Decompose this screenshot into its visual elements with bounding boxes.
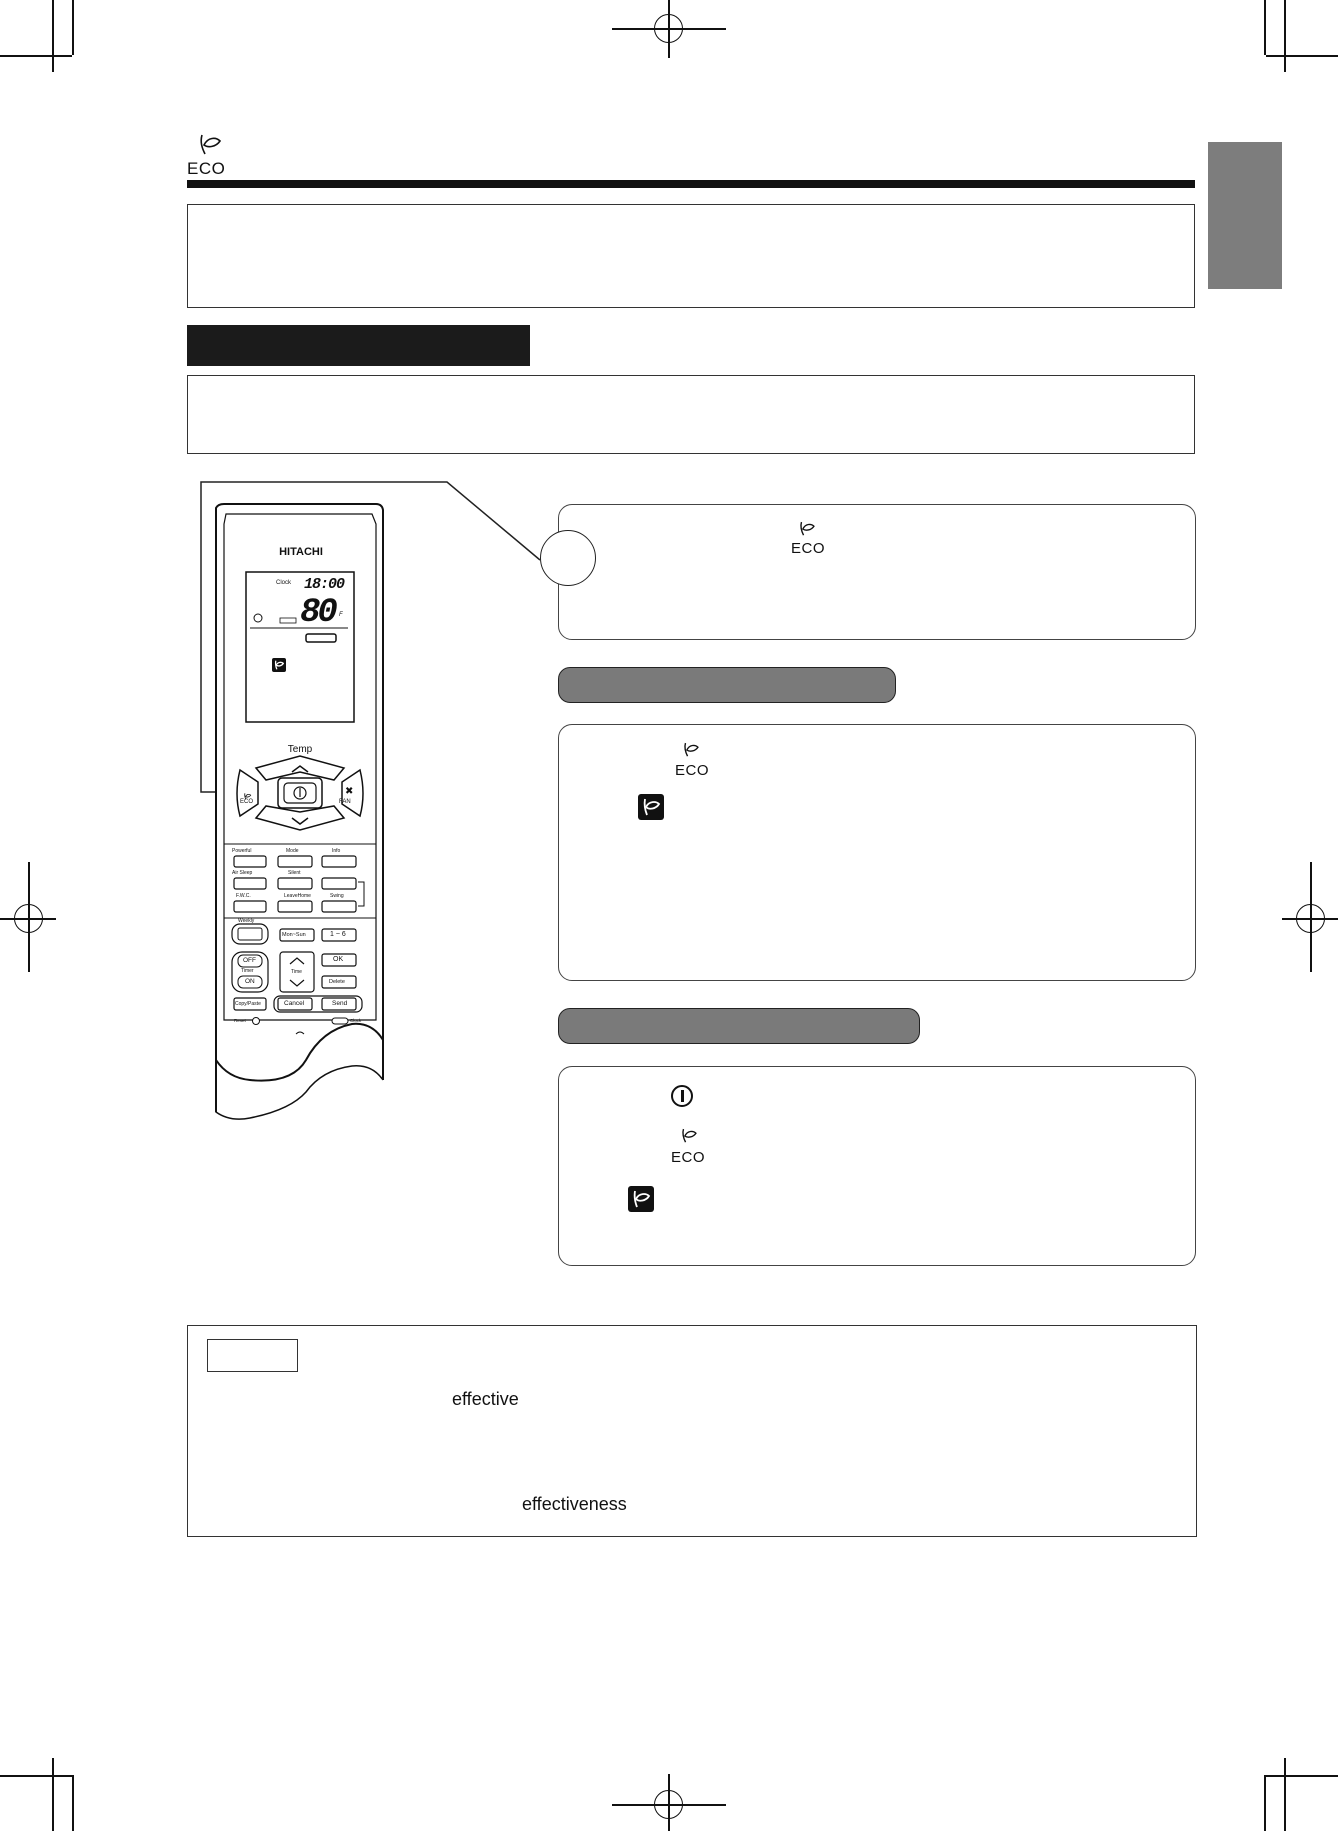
note-word-effective: effective: [452, 1389, 519, 1409]
remote-fan-icon: ✖: [345, 786, 354, 797]
remote-clock-time: 18:00: [304, 576, 345, 593]
remote-brand: HITACHI: [279, 546, 323, 558]
section-on-eco-icon: [681, 741, 701, 759]
remote-btn-one-six[interactable]: 1 ~ 6: [330, 931, 346, 938]
remote-btn-send[interactable]: Send: [332, 1000, 348, 1007]
remote-btn-mode[interactable]: Mode: [286, 848, 299, 854]
note-box: [187, 1325, 1197, 1537]
remote-btn-copy-paste[interactable]: Copy/Paste: [235, 1001, 261, 1007]
remote-timer-label: Timer: [241, 968, 254, 974]
header-eco-label: ECO: [187, 159, 226, 178]
intro-box: [187, 204, 1195, 308]
section-off-pill: [558, 1008, 920, 1044]
section-off-box: [558, 1066, 1196, 1266]
section-off-eco-label: ECO: [671, 1149, 706, 1166]
remote-btn-on[interactable]: ON: [245, 978, 255, 985]
remote-control: [210, 500, 390, 1130]
header-eco-icon: [196, 132, 224, 158]
remote-btn-swing[interactable]: Swing: [330, 893, 344, 899]
section-on-eco-label: ECO: [675, 762, 710, 779]
callout-box: [558, 504, 1196, 640]
remote-weekly-label: Weekly: [238, 918, 255, 924]
remote-btn-silent[interactable]: Silent: [288, 870, 301, 876]
remote-clock-label: Clock: [276, 580, 292, 586]
section-on-pill: [558, 667, 896, 703]
remote-time-label: Time: [291, 969, 302, 975]
remote-btn-ok[interactable]: OK: [333, 956, 344, 963]
note-word-effectiveness: effectiveness: [522, 1494, 627, 1514]
remote-temp-label: Temp: [287, 744, 313, 755]
remote-btn-leavehome[interactable]: LeaveHome: [284, 893, 311, 899]
remote-btn-off[interactable]: OFF: [243, 957, 256, 964]
header-rule: [187, 180, 1195, 188]
description-box: [187, 375, 1195, 454]
section-off-eco-icon: [679, 1127, 699, 1145]
power-icon: [671, 1085, 693, 1107]
remote-btn-airsleep[interactable]: Air Sleep: [232, 870, 253, 876]
section-heading-bar: [187, 325, 530, 366]
section-on-box: [558, 724, 1196, 981]
eco-indicator-icon: [638, 794, 664, 820]
callout-circle: [540, 530, 596, 586]
remote-temp-display: 80: [300, 594, 335, 632]
remote-btn-powerful[interactable]: Powerful: [232, 848, 252, 854]
remote-btn-info[interactable]: Info: [332, 848, 341, 854]
remote-reset-label[interactable]: Reset: [234, 1018, 246, 1023]
remote-clock-button-label[interactable]: Clock: [350, 1018, 362, 1023]
remote-btn-fwc[interactable]: F.W.C.: [236, 893, 251, 899]
remote-btn-cancel[interactable]: Cancel: [284, 1000, 305, 1007]
remote-btn-delete[interactable]: Delete: [329, 979, 345, 985]
callout-eco-label: ECO: [791, 540, 826, 557]
remote-eco-button-icon: [243, 788, 252, 797]
remote-btn-mon-sun[interactable]: Mon~Sun: [282, 932, 306, 938]
language-tab: [1208, 142, 1282, 289]
note-label-box: [207, 1339, 298, 1372]
remote-eco-button[interactable]: ECO: [240, 799, 254, 805]
remote-lcd-eco-icon: [272, 658, 286, 672]
remote-fan-button[interactable]: FAN: [339, 799, 351, 805]
callout-eco-icon: [797, 520, 817, 538]
eco-indicator-icon-2: [628, 1186, 654, 1212]
remote-temp-unit: F: [339, 612, 343, 618]
